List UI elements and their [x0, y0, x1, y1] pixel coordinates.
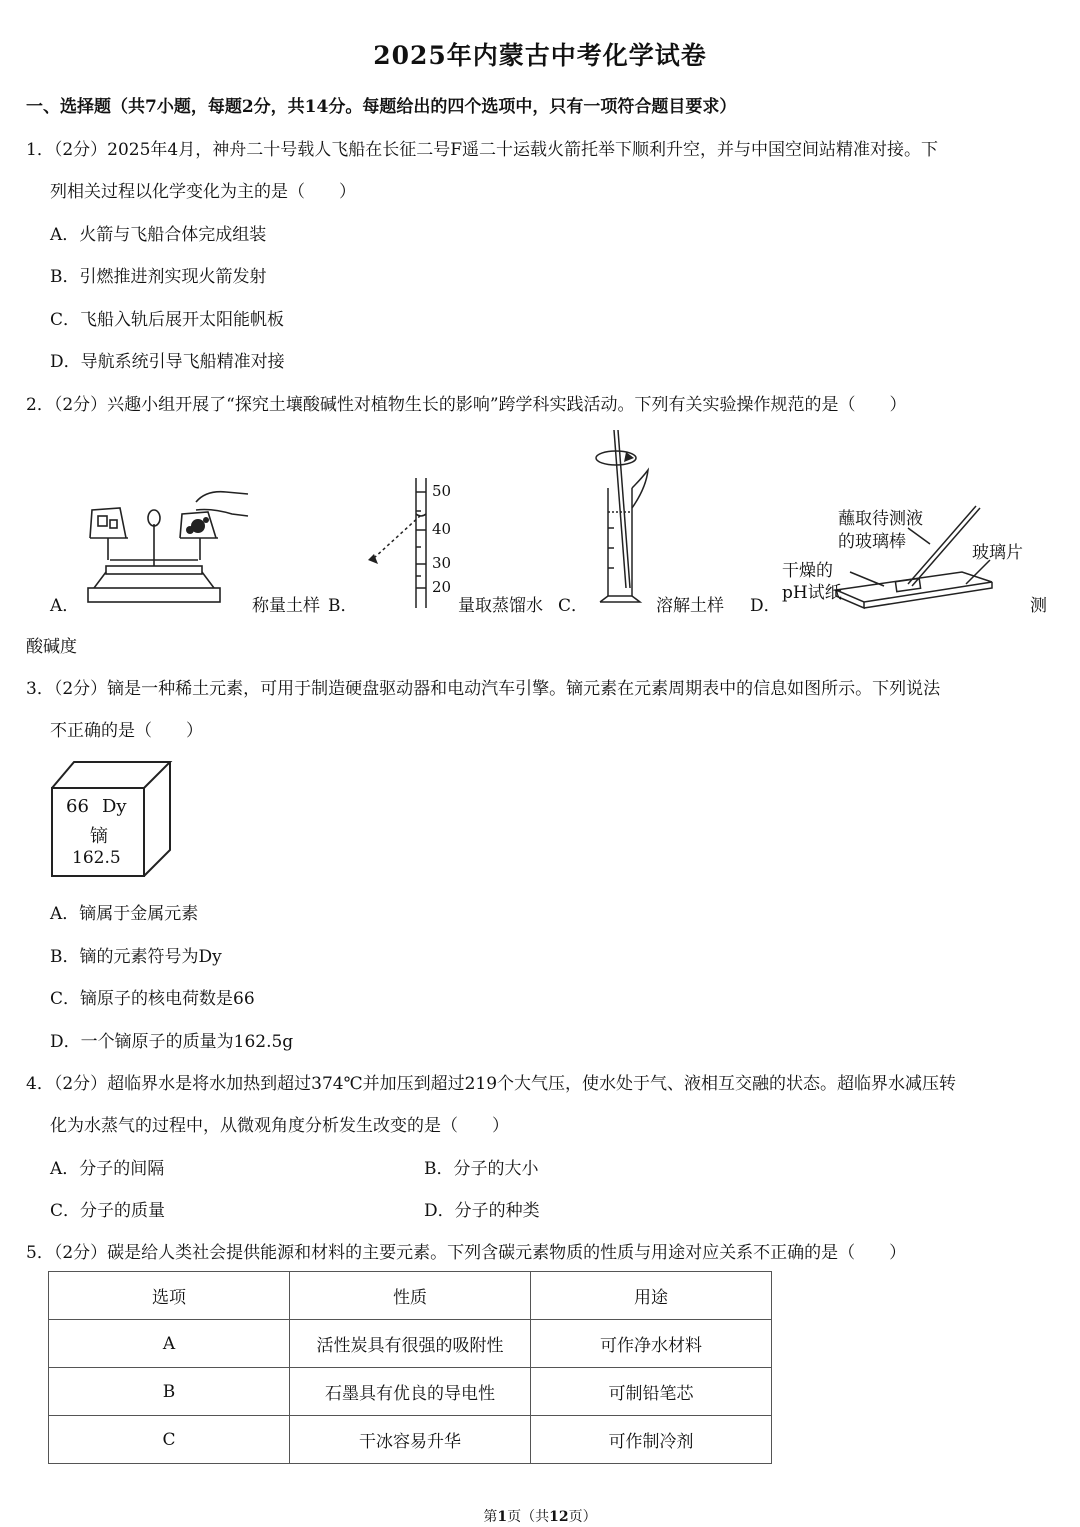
cylinder-tick-50: 50	[432, 482, 452, 500]
element-atomic-mass: 162.5	[72, 848, 121, 868]
q3-option-b: B．镝的元素符号为Dy	[50, 947, 222, 967]
table-header-property: 性质	[290, 1272, 531, 1320]
q3-stem-line2: 不正确的是（ ）	[50, 721, 203, 741]
footer-suffix: 页）	[568, 1509, 597, 1525]
footer-mid: 页（共	[507, 1509, 550, 1525]
ph-text-paper: pH试纸	[782, 583, 842, 603]
q4-option-b: B．分子的大小	[424, 1159, 539, 1179]
table-cell: 活性炭具有很强的吸附性	[290, 1320, 531, 1368]
q2-option-c-label: 溶解土样	[656, 596, 724, 616]
q3-stem-line1: 3．（2分）镝是一种稀土元素，可用于制造硬盘驱动器和电动汽车引擎。镝元素在元素周期表中的信息如图所示。下列说法	[26, 679, 941, 699]
q1-stem-line2: 列相关过程以化学变化为主的是（ ）	[50, 182, 356, 202]
q2-option-b-letter: B．	[328, 596, 358, 616]
q3-option-a: A．镝属于金属元素	[50, 904, 199, 924]
footer-total-pages: 12	[549, 1509, 569, 1525]
q1-option-a: A．火箭与飞船合体完成组装	[50, 225, 267, 245]
element-name: 镝	[90, 826, 108, 847]
table-cell: 可作净水材料	[531, 1320, 772, 1368]
q3-option-d: D．一个镝原子的质量为162.5g	[50, 1032, 294, 1052]
element-atomic-number: 66	[66, 796, 89, 817]
page-footer	[0, 1506, 1080, 1526]
table-header-use: 用途	[531, 1272, 772, 1320]
table-cell: 干冰容易升华	[290, 1416, 531, 1464]
q3-option-c: C．镝原子的核电荷数是66	[50, 989, 255, 1009]
table-cell: C	[49, 1416, 290, 1464]
table-row	[49, 1320, 772, 1368]
q4-option-c: C．分子的质量	[50, 1201, 166, 1221]
cylinder-tick-30: 30	[432, 554, 452, 572]
q1-option-b: B．引燃推进剂实现火箭发射	[50, 267, 267, 287]
table-row	[49, 1368, 772, 1416]
q2-option-a-letter: A．	[50, 596, 80, 616]
exam-title: 2025年内蒙古中考化学试卷	[373, 41, 707, 70]
q2-option-d-letter: D．	[750, 596, 781, 616]
table-header-row	[49, 1272, 772, 1320]
table-cell: 可制铅笔芯	[531, 1368, 772, 1416]
table-cell: 石墨具有优良的导电性	[290, 1368, 531, 1416]
q2-option-d-label-wrap: 酸碱度	[26, 637, 77, 657]
q1-option-d: D．导航系统引导飞船精准对接	[50, 352, 285, 372]
q1-stem-line1: 1．（2分）2025年4月，神舟二十号载人飞船在长征二号F遥二十运载火箭托举下顺利升空，并与中国空间站精准对接。下	[26, 140, 939, 160]
table-cell: 可作制冷剂	[531, 1416, 772, 1464]
ph-text-glass: 玻璃片	[972, 543, 1023, 563]
q4-option-d: D．分子的种类	[424, 1201, 540, 1221]
q5-stem: 5．（2分）碳是给人类社会提供能源和材料的主要元素。下列含碳元素物质的性质与用途对应关系不正确的是（ ）	[26, 1243, 907, 1263]
q2-option-a-label: 称量土样	[252, 596, 320, 616]
footer-prefix: 第	[483, 1509, 498, 1525]
element-cell-dysprosium	[50, 760, 176, 878]
table-cell: A	[49, 1320, 290, 1368]
section-heading: 一、选择题（共7小题，每题2分，共14分。每题给出的四个选项中，只有一项符合题目要求）	[26, 97, 737, 117]
element-symbol: Dy	[102, 796, 127, 817]
q2-stem: 2．（2分）兴趣小组开展了“探究土壤酸碱性对植物生长的影响”跨学科实践活动。下列有关实验操作规范的是（ ）	[26, 395, 907, 415]
cylinder-tick-40: 40	[432, 520, 452, 538]
cylinder-tick-20: 20	[432, 578, 452, 596]
q4-option-a: A．分子的间隔	[50, 1159, 165, 1179]
q4-stem-line1: 4．（2分）超临界水是将水加热到超过374℃并加压到超过219个大气压，使水处于气、液相互交融的状态。超临界水减压转	[26, 1074, 957, 1094]
q2-option-c-letter: C．	[558, 596, 589, 616]
ph-text-dry: 干燥的	[782, 561, 833, 581]
table-header-option: 选项	[49, 1272, 290, 1320]
ph-text-dip: 蘸取待测液	[838, 509, 923, 529]
q5-table	[48, 1271, 772, 1464]
q4-stem-line2: 化为水蒸气的过程中，从微观角度分析发生改变的是（ ）	[50, 1116, 509, 1136]
q2-option-d-label-tail: 测	[1030, 596, 1047, 616]
q1-option-c: C．飞船入轨后展开太阳能帆板	[50, 310, 285, 330]
ph-text-rod: 的玻璃棒	[838, 532, 906, 552]
balance-figure	[80, 480, 252, 610]
footer-page-number: 1	[497, 1509, 508, 1525]
table-cell: B	[49, 1368, 290, 1416]
table-row	[49, 1416, 772, 1464]
q2-option-b-label: 量取蒸馏水	[458, 596, 543, 616]
dissolving-figure	[586, 428, 656, 610]
